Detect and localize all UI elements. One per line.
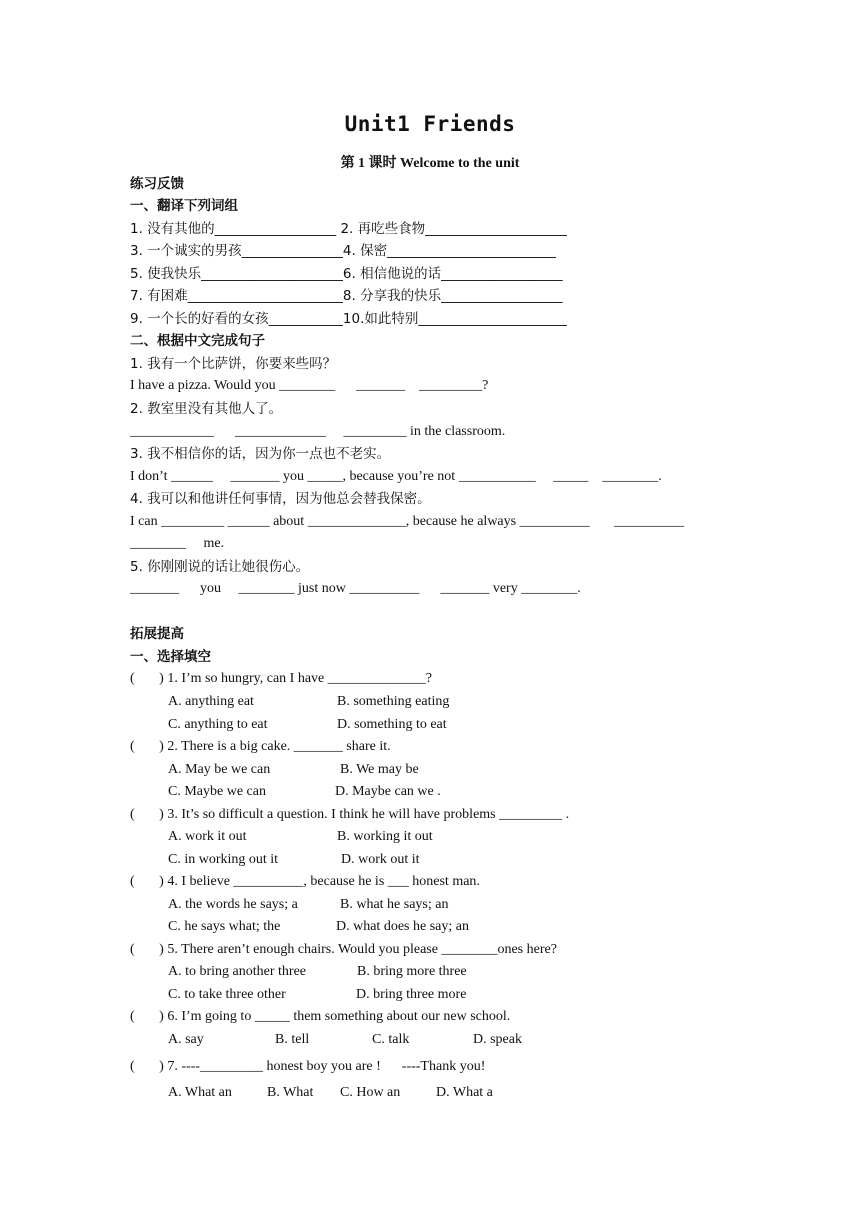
question-6-option-d: D. speak (473, 1032, 522, 1047)
question-4-option-b: B. what he says; an (340, 897, 449, 912)
translate-line-2: 3. 一个诚实的男孩_______________4. 保密_________________________ (130, 243, 556, 259)
question-6-option-c: C. talk (372, 1032, 410, 1047)
lesson-subtitle: 第 1 课时 Welcome to the unit (340, 156, 520, 171)
section-heading-extension: 拓展提高 (130, 626, 184, 642)
question-7-option-c: C. How an (340, 1085, 401, 1100)
question-3-option-d: D. work out it (341, 852, 420, 867)
question-4-option-d: D. what does he say; an (336, 919, 469, 934)
question-2-option-b: B. We may be (340, 762, 419, 777)
question-1-option-b: B. something eating (337, 694, 450, 709)
question-4-option-a: A. the words he says; a (168, 897, 298, 912)
page-title: Unit1 Friends (344, 112, 516, 136)
translate-line-4: 7. 有困难_______________________8. 分享我的快乐__________________ (130, 288, 563, 304)
question-6-stem: ( ) 6. I’m going to _____ them something about our new school. (130, 1009, 511, 1024)
sentence-prompt-3: 3. 我不相信你的话，因为你一点也不老实。 (130, 446, 391, 462)
question-6-option-a: A. say (168, 1032, 204, 1047)
question-3-option-c: C. in working out it (168, 852, 279, 867)
part-heading-complete-sentences: 二、根据中文完成句子 (130, 333, 265, 349)
question-1-option-c: C. anything to eat (168, 717, 268, 732)
question-7-option-b: B. What (267, 1085, 314, 1100)
question-5-option-d: D. bring three more (356, 987, 467, 1002)
question-3-stem: ( ) 3. It’s so difficult a question. I think he will have problems _________ . (130, 807, 570, 822)
question-5-option-a: A. to bring another three (168, 964, 307, 979)
sentence-prompt-5: 5. 你刚刚说的话让她很伤心。 (130, 559, 310, 575)
question-2-option-a: A. May be we can (168, 762, 271, 777)
question-7-option-d: D. What a (436, 1085, 493, 1100)
part-heading-translate: 一、翻译下列词组 (130, 198, 238, 214)
sentence-answer-5: _______ you ________ just now __________ _______ very ________. (130, 581, 581, 596)
question-5-option-b: B. bring more three (357, 964, 467, 979)
question-2-option-c: C. Maybe we can (168, 784, 266, 799)
question-3-option-a: A. work it out (168, 829, 247, 844)
question-4-stem: ( ) 4. I believe __________, because he is ___ honest man. (130, 874, 480, 889)
question-1-option-a: A. anything eat (168, 694, 254, 709)
sentence-prompt-1: 1. 我有一个比萨饼，你要来些吗？ (130, 356, 337, 372)
question-7-option-a: A. What an (168, 1085, 232, 1100)
translate-line-5: 9. 一个长的好看的女孩___________10.如此特别______________________ (130, 311, 567, 327)
question-5-option-c: C. to take three other (168, 987, 286, 1002)
question-4-option-c: C. he says what; the (168, 919, 281, 934)
sentence-answer-2: ____________ _____________ _________ in the classroom. (130, 424, 506, 439)
sentence-answer-3: I don’t ______ _______ you _____, because you’re not ___________ _____ ________. (130, 469, 662, 484)
question-2-stem: ( ) 2. There is a big cake. _______ share it. (130, 739, 391, 754)
translate-line-3: 5. 使我快乐_____________________6. 相信他说的话__________________ (130, 266, 563, 282)
part-heading-multiple-choice: 一、选择填空 (130, 649, 211, 665)
sentence-prompt-4: 4. 我可以和他讲任何事情，因为他总会替我保密。 (130, 491, 431, 507)
sentence-answer-4-cont: ________ me. (130, 536, 225, 551)
question-7-stem: ( ) 7. ----_________ honest boy you are ! ----Thank you! (130, 1059, 486, 1074)
question-6-option-b: B. tell (275, 1032, 310, 1047)
question-1-stem: ( ) 1. I’m so hungry, can I have ______________? (130, 671, 432, 686)
sentence-prompt-2: 2. 教室里没有其他人了。 (130, 401, 283, 417)
question-2-option-d: D. Maybe can we . (335, 784, 441, 799)
question-5-stem: ( ) 5. There aren’t enough chairs. Would you please ________ones here? (130, 942, 557, 957)
question-3-option-b: B. working it out (337, 829, 433, 844)
section-heading-practice-feedback: 练习反馈 (130, 176, 184, 192)
question-1-option-d: D. something to eat (337, 717, 447, 732)
sentence-answer-1: I have a pizza. Would you ________ _______ _________? (130, 378, 489, 393)
translate-line-1: 1. 没有其他的__________________ 2. 再吃些食物_____________________ (130, 221, 567, 237)
sentence-answer-4: I can _________ ______ about ______________, because he always __________ __________ (130, 514, 685, 529)
